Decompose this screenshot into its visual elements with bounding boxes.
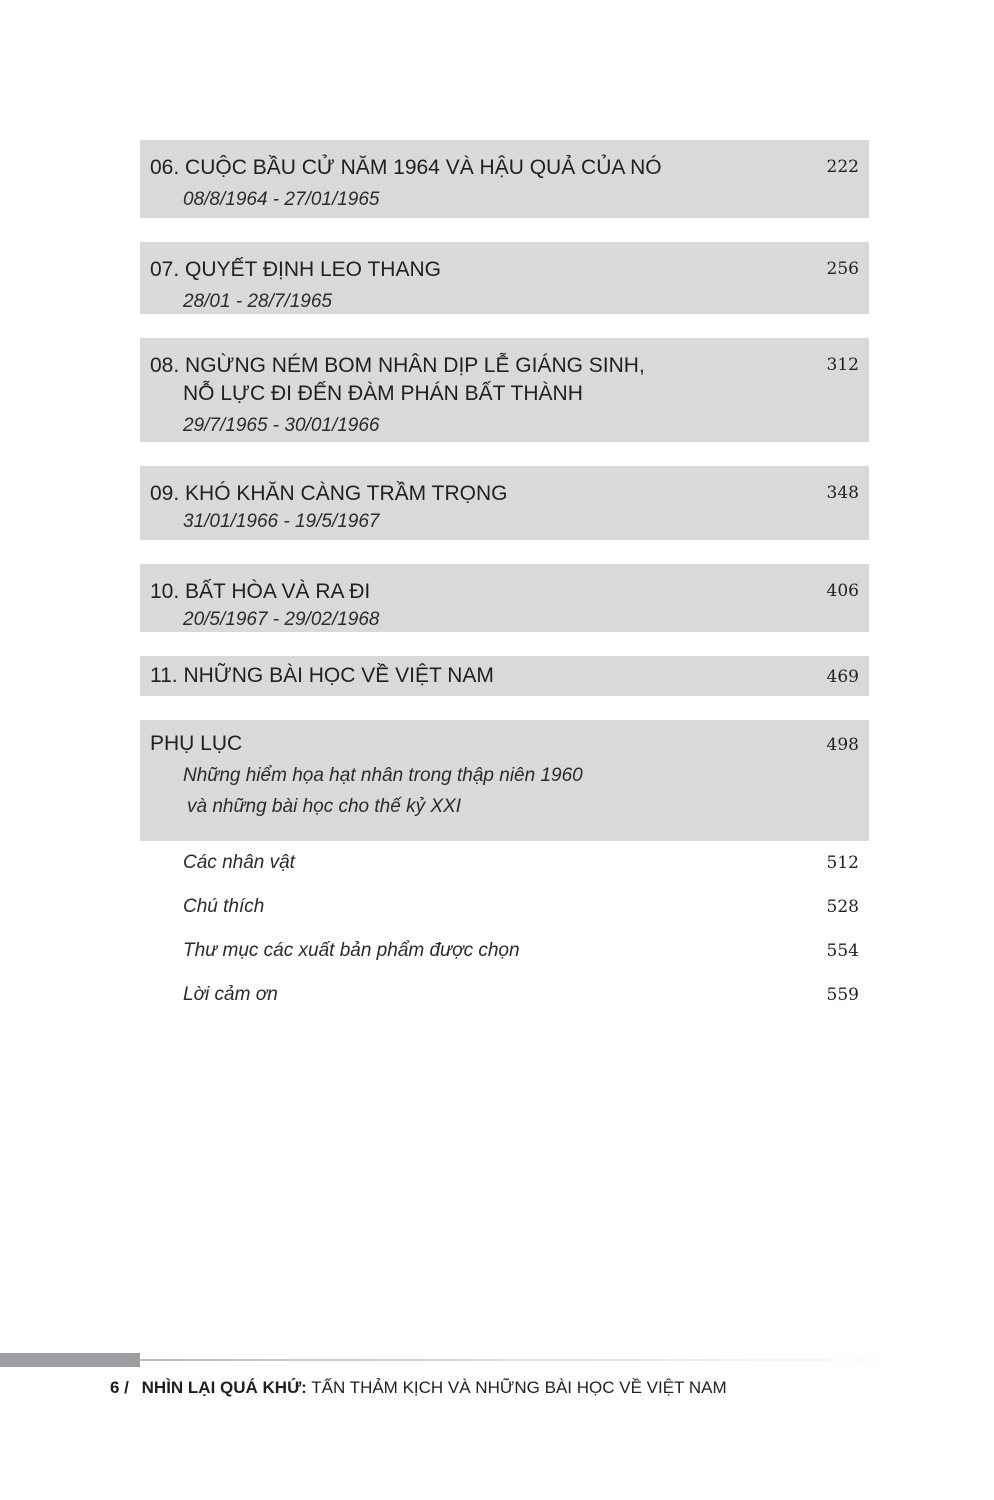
toc-entry-title: 10. BẤT HÒA VÀ RA ĐI bbox=[150, 580, 371, 603]
toc-entry-09[interactable] bbox=[140, 466, 869, 540]
toc-entry-title: 11. NHỮNG BÀI HỌC VỀ VIỆT NAM bbox=[150, 664, 494, 687]
toc-entry-page: 256 bbox=[826, 259, 859, 279]
toc-entry-subtitle: Những hiểm họa hạt nhân trong thập niên 1960 bbox=[183, 765, 583, 786]
toc-extra-label: Các nhân vật bbox=[183, 852, 295, 873]
running-footer bbox=[110, 1375, 727, 1401]
toc-back-matter bbox=[183, 848, 859, 1024]
toc-entry-subtitle: và những bài học cho thế kỷ XXI bbox=[187, 796, 461, 817]
toc-entry-title: PHỤ LỤC bbox=[150, 732, 243, 755]
toc-extra-page: 528 bbox=[826, 897, 859, 917]
toc-entry-page: 498 bbox=[826, 735, 859, 755]
toc-entry-title: 09. KHÓ KHĂN CÀNG TRẦM TRỌNG bbox=[150, 482, 508, 505]
toc-entry-08[interactable] bbox=[140, 338, 869, 442]
toc-extra-label: Lời cảm ơn bbox=[183, 984, 278, 1005]
toc-extra-item[interactable] bbox=[183, 936, 859, 980]
toc-entry-10[interactable] bbox=[140, 564, 869, 632]
toc-extra-label: Chú thích bbox=[183, 896, 265, 917]
footer-book-subtitle: TẤN THẢM KỊCH VÀ NHỮNG BÀI HỌC VỀ VIỆT NAM bbox=[311, 1378, 727, 1397]
footer-divider bbox=[140, 1359, 920, 1361]
toc-entry-title-continued: NỖ LỰC ĐI ĐẾN ĐÀM PHÁN BẤT THÀNH bbox=[183, 382, 583, 405]
toc-entry-page: 469 bbox=[826, 667, 859, 687]
toc-entry-title: 06. CUỘC BẦU CỬ NĂM 1964 VÀ HẬU QUẢ CỦA NÓ bbox=[150, 156, 662, 179]
toc-extra-item[interactable] bbox=[183, 892, 859, 936]
toc-extra-item[interactable] bbox=[183, 848, 859, 892]
toc-extra-page: 512 bbox=[826, 853, 859, 873]
toc-entry-dates: 20/5/1967 - 29/02/1968 bbox=[183, 609, 380, 630]
toc-entry-dates: 28/01 - 28/7/1965 bbox=[183, 291, 332, 312]
footer-book-title: NHÌN LẠI QUÁ KHỨ: bbox=[141, 1378, 307, 1397]
toc-extra-item[interactable] bbox=[183, 980, 859, 1024]
toc-extra-page: 559 bbox=[826, 985, 859, 1005]
footer-accent-bar bbox=[0, 1353, 140, 1367]
toc-entry-title: 08. NGỪNG NÉM BOM NHÂN DỊP LỄ GIÁNG SINH, bbox=[150, 354, 645, 377]
toc-entry-page: 406 bbox=[826, 581, 859, 601]
toc-entry-page: 348 bbox=[826, 483, 859, 503]
toc-entry-dates: 29/7/1965 - 30/01/1966 bbox=[183, 415, 380, 436]
toc-entry-page: 222 bbox=[826, 157, 859, 177]
toc-entry-11[interactable] bbox=[140, 656, 869, 696]
toc-extra-label: Thư mục các xuất bản phẩm được chọn bbox=[183, 940, 520, 961]
toc-entry-title: 07. QUYẾT ĐỊNH LEO THANG bbox=[150, 258, 441, 281]
toc-entry-07[interactable] bbox=[140, 242, 869, 314]
toc-entry-dates: 08/8/1964 - 27/01/1965 bbox=[183, 189, 380, 210]
table-of-contents bbox=[140, 140, 869, 865]
toc-entry-page: 312 bbox=[826, 355, 859, 375]
toc-extra-page: 554 bbox=[826, 941, 859, 961]
footer-page-number: 6 / bbox=[110, 1378, 129, 1397]
toc-entry-dates: 31/01/1966 - 19/5/1967 bbox=[183, 511, 380, 532]
toc-entry-06[interactable] bbox=[140, 140, 869, 218]
toc-entry-appendix[interactable] bbox=[140, 720, 869, 841]
